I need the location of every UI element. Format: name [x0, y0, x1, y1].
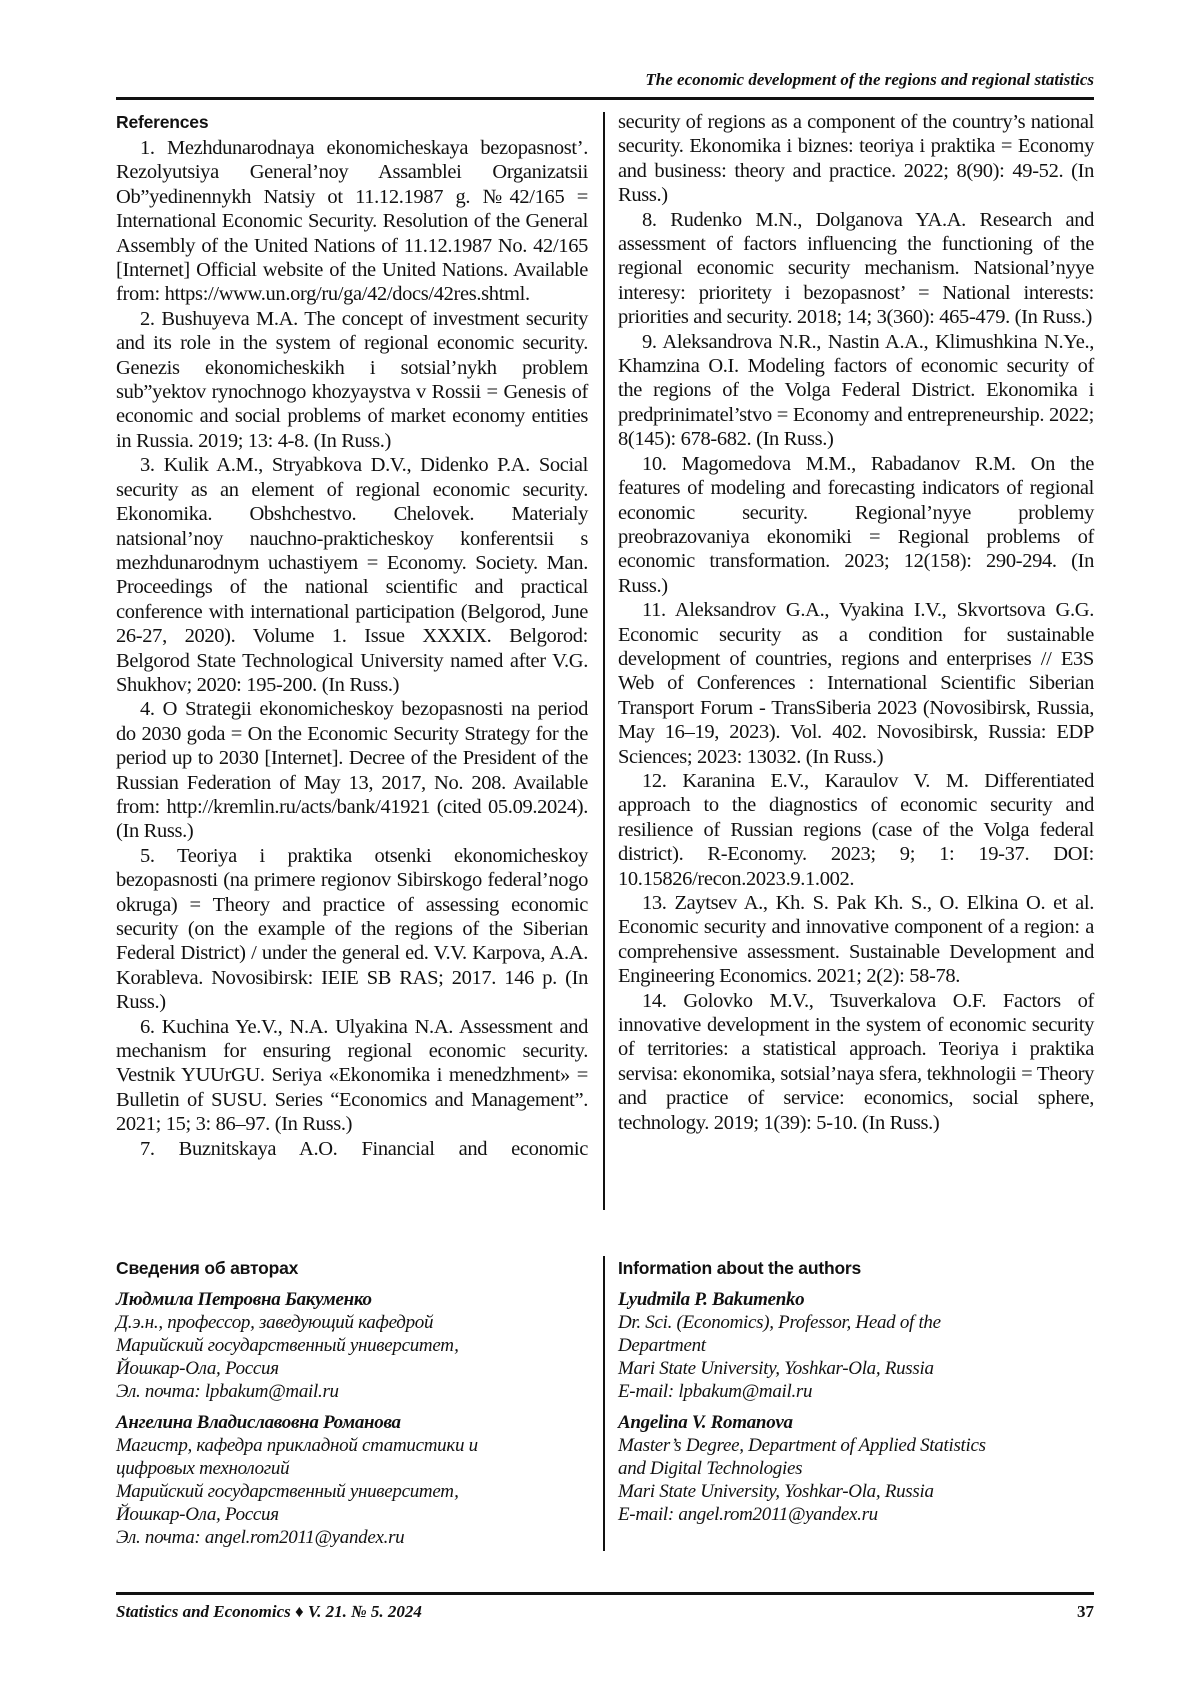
author-email: Эл. почта: angel.rom2011@yandex.ru	[116, 1526, 586, 1549]
authors-ru-heading: Сведения об авторах	[116, 1256, 586, 1280]
author-info: Марийский государственный университет,	[116, 1334, 586, 1357]
reference-item: 10. Magomedova M.M., Rabadanov R.M. On the features of modeling and forecasting indicators of regional economic security. Regional’nyye prob­lemy preobrazovaniya ekonomiki = Regional prob­lems of economic transformation. 2023; 12(158): 290-294. (In Russ.)	[618, 452, 1094, 598]
author-block	[618, 1288, 1094, 1403]
author-block	[116, 1288, 586, 1403]
author-info: Йошкар-Ола, Россия	[116, 1503, 586, 1526]
author-info: Department	[618, 1334, 1094, 1357]
author-info: Dr. Sci. (Economics), Professor, Head of the	[618, 1311, 1094, 1334]
journal-info: Statistics and Economics ♦ V. 21. № 5. 2024	[116, 1602, 422, 1621]
reference-item: 14. Golovko M.V., Tsuverkalova O.F. Factors of innovative development in the system of eco­nomic security of territories: a statistical approach. Teoriya i praktika servisa: ekonomika, sotsial’naya sfera, tekhnologii = Theory and practice of service: economics, social sphere, technology. 2019; 1(39): 5-10. (In Russ.)	[618, 989, 1094, 1135]
author-name: Ангелина Владиславовна Романова	[116, 1411, 586, 1434]
authors-en-heading: Information about the authors	[618, 1256, 1094, 1280]
author-email: E-mail: angel.rom2011@yandex.ru	[618, 1503, 1094, 1526]
reference-item: 11. Aleksandrov G.A., Vyakina I.V., Skvortsova G.G. Economic security as a condition for sustain­able development of countries, regions and enterprises // E3S Web of Conferences : International Scientific Siberian Transport Forum - TransSiberia 2023 (No­vosibirsk, Russia, May 16–19, 2023). Vol. 402. Novo­sibirsk, Russia: EDP Sciences; 2023: 13032. (In Russ.)	[618, 598, 1094, 769]
authors-column-divider	[603, 1256, 605, 1551]
reference-item: 8. Rudenko M.N., Dolganova YA.A. Research and assessment of factors influencing the function­ing of the regional economic security mechanism. Natsional’nyye interesy: prioritety i bezopasnost’ = National interests: priorities and security. 2018; 14; 3(360): 465-479. (In Russ.)	[618, 208, 1094, 330]
author-block	[116, 1411, 586, 1549]
reference-item: 2. Bushuyeva M.A. The concept of investment security and its role in the system of regional eco­nomic security. Genezis ekonomicheskikh i sotsi­al’nykh problem sub”yektov rynochnogo khozyay­stva v Rossii = Genesis of economic and social problems of market economy entities in Russia. 2019; 13: 4-8. (In Russ.)	[116, 307, 588, 453]
header-rule	[116, 97, 1094, 100]
reference-item: 4. O Strategii ekonomicheskoy bezopasnosti na period do 2030 goda = On the Economic Security Strategy for the period up to 2030 [Internet]. Decree of the President of the Russian Federation of May 13, 2017, No. 208. Available from: http://kremlin.ru/acts/bank/41921 (cited 05.09.2024). (In Russ.)	[116, 697, 588, 843]
author-name: Lyudmila P. Bakumenko	[618, 1288, 1094, 1311]
reference-item: 13. Zaytsev A., Kh. S. Pak Kh. S., O. Elkina O. et al. Economic security and innovative compo­nent of a region: a comprehensive assessment. Sus­tainable Development and Engineering Economics. 2021; 2(2): 58-78.	[618, 891, 1094, 989]
running-head: The economic development of the regions and regional statistics	[116, 70, 1094, 90]
author-info: Д.э.н., профессор, заведующий кафедрой	[116, 1311, 586, 1334]
authors-ru	[116, 1256, 586, 1549]
references-heading: References	[116, 110, 588, 134]
column-divider	[603, 112, 605, 1210]
author-name: Людмила Петровна Бакуменко	[116, 1288, 586, 1311]
reference-item: 6. Kuchina Ye.V., N.A. Ulyakina N.A. Assessment and mechanism for ensuring regional economic securi­ty. Vestnik YUUrGU. Seriya «Ekonomika i menedzh­ment» = Bulletin of SUSU. Series “Economics and Management”. 2021; 15; 3: 86–97. (In Russ.)	[116, 1015, 588, 1137]
reference-item: 3. Kulik A.M., Stryabkova D.V., Didenko P.A. Social security as an element of regional economic security. Ekonomika. Obshchestvo. Chelovek. Materi­aly natsional’noy nauchno-prakticheskoy konferentsii s mezhdunarodnym uchastiyem = Economy. Society. Man. Proceedings of the national scientific and prac­tical conference with international participation (Bel­gorod, June 26-27, 2020). Volume 1. Issue XXXIX. Belgorod: Belgorod State Technological University named after V.G. Shukhov; 2020: 195-200. (In Russ.)	[116, 453, 588, 697]
author-info: Mari State University, Yoshkar-Ola, Russia	[618, 1357, 1094, 1380]
footer	[116, 1602, 1094, 1622]
reference-item: 12. Karanina E.V., Karaulov V. M. Differentiat­ed approach to the diagnostics of economic security and resilience of Russian regions (case of the Vol­ga federal district). R-Economy. 2023; 9; 1: 19-37. DOI: 10.15826/recon.2023.9.1.002.	[618, 769, 1094, 891]
author-block	[618, 1411, 1094, 1526]
reference-item-continued: security of regions as a component of the coun­try’s national security. Ekonomika i biznes: teoriya i praktika = Economy and business: theory and prac­tice. 2022; 8(90): 49-52. (In Russ.)	[618, 110, 1094, 208]
references-left-column	[116, 110, 588, 1161]
reference-item: 5. Teoriya i praktika otsenki ekonomicheskoy bezopasnosti (na primere regionov Sibirskogo feder­al’nogo okruga) = Theory and practice of assessing economic security (on the example of the regions of the Siberian Federal District) / under the gener­al ed. V.V. Karpova, A.A. Korableva. Novosibirsk: IEIE SB RAS; 2017. 146 p. (In Russ.)	[116, 844, 588, 1015]
author-name: Angelina V. Romanova	[618, 1411, 1094, 1434]
author-info: Йошкар-Ола, Россия	[116, 1357, 586, 1380]
author-info: and Digital Technologies	[618, 1457, 1094, 1480]
author-info: цифровых технологий	[116, 1457, 586, 1480]
author-email: E-mail: lpbakum@mail.ru	[618, 1380, 1094, 1403]
author-info: Марийский государственный университет,	[116, 1480, 586, 1503]
author-email: Эл. почта: lpbakum@mail.ru	[116, 1380, 586, 1403]
footer-rule	[116, 1592, 1094, 1595]
page-number: 37	[1077, 1602, 1094, 1622]
reference-item: 7. Buznitskaya A.O. Financial and economic	[116, 1137, 588, 1161]
author-info: Master’s Degree, Department of Applied Statistics	[618, 1434, 1094, 1457]
author-info: Магистр, кафедра прикладной статистики и	[116, 1434, 586, 1457]
authors-en	[618, 1256, 1094, 1526]
author-info: Mari State University, Yoshkar-Ola, Russia	[618, 1480, 1094, 1503]
references-right-column	[618, 110, 1094, 1135]
reference-item: 9. Aleksandrova N.R., Nastin A.A., Klimushkina N.Ye., Khamzina O.I. Modeling factors of economic security of the regions of the Volga Federal District. Ekonomika i predprinimatel’stvo = Economy and entrepreneurship. 2022; 8(145): 678-682. (In Russ.)	[618, 330, 1094, 452]
reference-item: 1. Mezhdunarodnaya ekonomicheskaya bezo­pasnost’. Rezolyutsiya General’noy Assamblei Or­ganizatsii Ob”yedinennykh Natsiy ot 11.12.1987 g. №42/165 = International Economic Security. Resolution of the General Assembly of the United Nations of 11.12.1987 No. 42/165 [Internet] Offi­cial website of the United Nations. Available from: https://www.un.org/ru/ga/42/docs/42res.shtml.	[116, 136, 588, 307]
